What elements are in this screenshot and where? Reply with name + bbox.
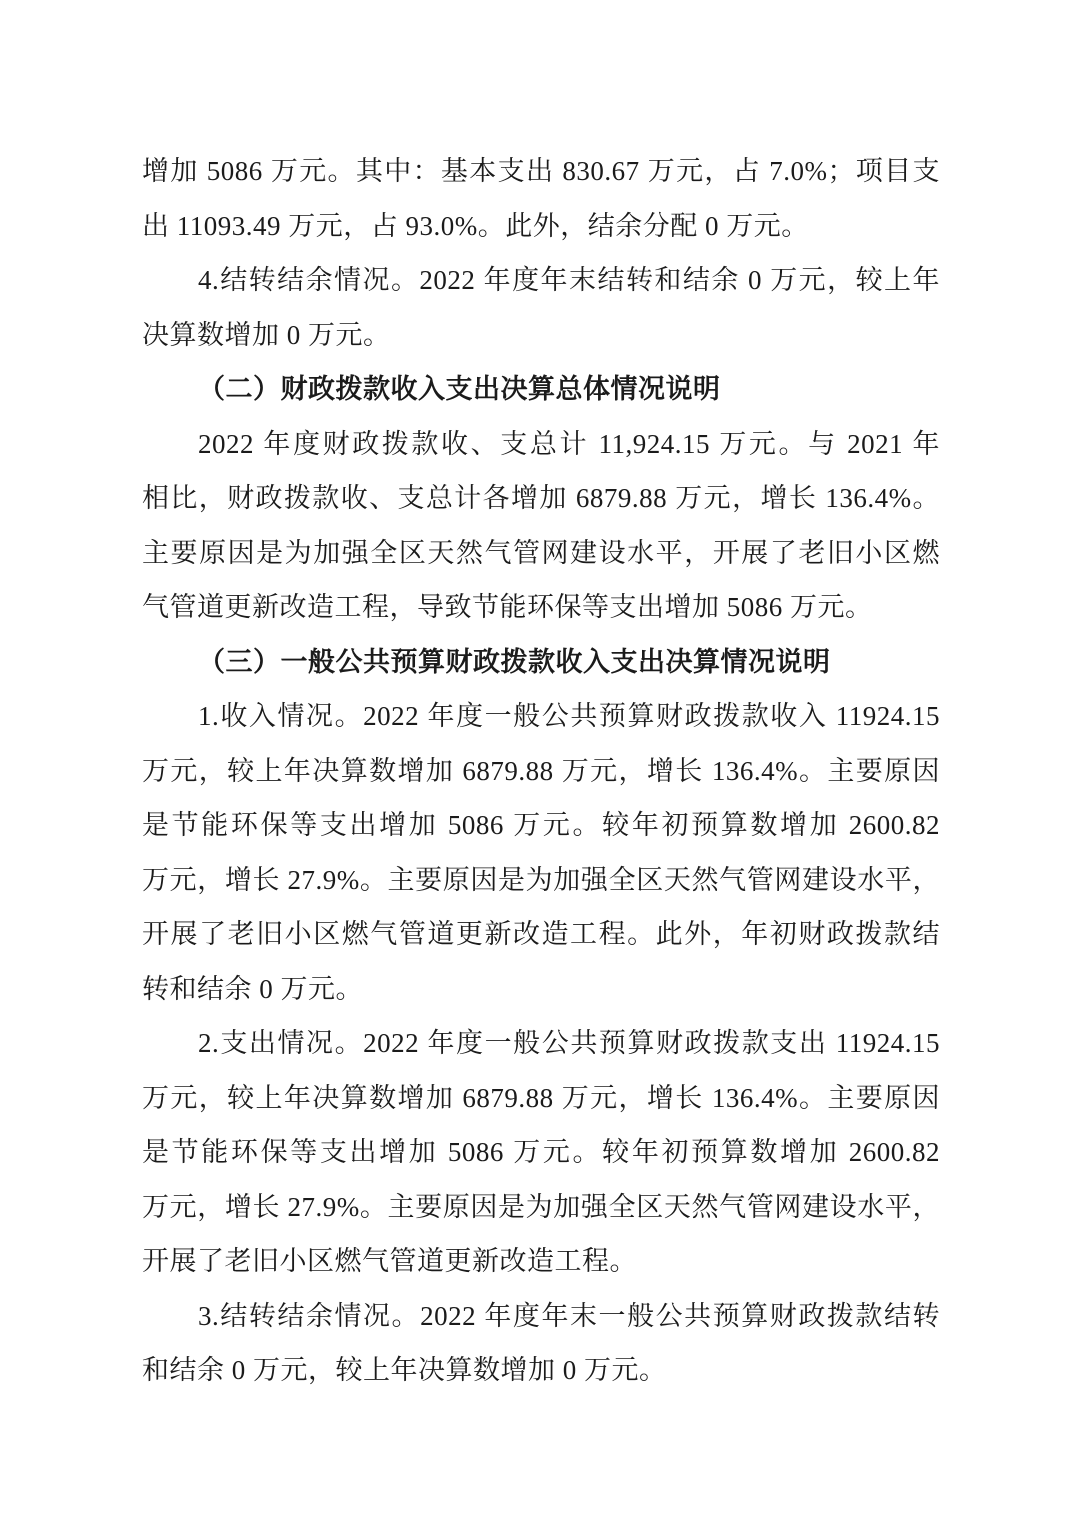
text-line: 万元，较上年决算数增加 6879.88 万元，增长 136.4%。主要原因 [142, 1082, 940, 1113]
text-line: 万元，增长 27.9%。主要原因是为加强全区天然气管网建设水平， [142, 864, 940, 895]
text-line: 增加 5086 万元。其中：基本支出 830.67 万元，占 7.0%；项目支 [142, 156, 940, 186]
text-line: 万元，较上年决算数增加 6879.88 万元，增长 136.4%。主要原因 [142, 755, 940, 786]
text-line: 相比，财政拨款收、支总计各增加 6879.88 万元，增长 136.4%。 [142, 483, 940, 513]
text-line: 开展了老旧小区燃气管道更新改造工程。此外，年初财政拨款结 [142, 919, 940, 949]
text-line: 决算数增加 0 万元。 [142, 319, 391, 350]
text-line: 和结余 0 万元，较上年决算数增加 0 万元。 [142, 1355, 667, 1385]
text-line: 开展了老旧小区燃气管道更新改造工程。 [142, 1246, 637, 1276]
text-line: 是节能环保等支出增加 5086 万元。较年初预算数增加 2600.82 [142, 1137, 940, 1167]
section-heading: （二）财政拨款收入支出决算总体情况说明 [198, 374, 721, 404]
text-line: 转和结余 0 万元。 [142, 973, 363, 1004]
text-line: 3.结转结余情况。2022 年度年末一般公共预算财政拨款结转 [198, 1300, 940, 1331]
section-heading: （三）一般公共预算财政拨款收入支出决算情况说明 [198, 646, 831, 677]
text-line: 气管道更新改造工程，导致节能环保等支出增加 5086 万元。 [142, 592, 873, 622]
text-line: 4.结转结余情况。2022 年度年末结转和结余 0 万元，较上年 [198, 265, 940, 295]
text-line: 出 11093.49 万元，占 93.0%。此外，结余分配 0 万元。 [142, 210, 809, 241]
text-line: 万元，增长 27.9%。主要原因是为加强全区天然气管网建设水平， [142, 1191, 940, 1222]
document-body [142, 144, 940, 1398]
text-line: 1.收入情况。2022 年度一般公共预算财政拨款收入 11924.15 [198, 701, 940, 731]
text-line: 是节能环保等支出增加 5086 万元。较年初预算数增加 2600.82 [142, 810, 940, 840]
text-line: 2022 年度财政拨款收、支总计 11,924.15 万元。与 2021 年 [198, 428, 940, 459]
text-line: 主要原因是为加强全区天然气管网建设水平，开展了老旧小区燃 [142, 537, 940, 568]
text-line: 2.支出情况。2022 年度一般公共预算财政拨款支出 11924.15 [198, 1028, 940, 1058]
